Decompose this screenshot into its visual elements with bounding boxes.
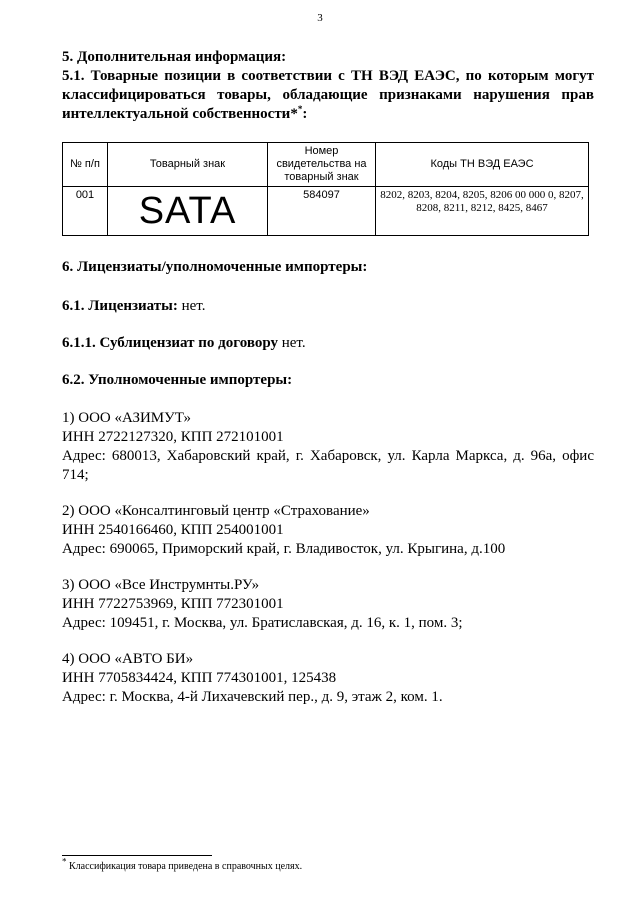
- header-codes: Коды ТН ВЭД ЕАЭС: [376, 143, 589, 187]
- importer-inn: ИНН 2540166460, КПП 254001001: [62, 522, 284, 538]
- importer-address: Адрес: 109451, г. Москва, ул. Братиславская, д. 16, к. 1, пом. 3;: [62, 615, 463, 631]
- section-6-1-1: [62, 334, 594, 353]
- trademark-cell: [108, 187, 268, 236]
- importer-block: [62, 502, 594, 559]
- row-number: 001: [63, 187, 108, 236]
- header-certificate: Номер свидетельства на товарный знак: [268, 143, 376, 187]
- footnote-text: Классификация товара приведена в справочных целях.: [66, 861, 303, 872]
- footnote-ref: *: [297, 104, 303, 114]
- footnote-mark: *: [62, 856, 67, 867]
- header-trademark: Товарный знак: [108, 143, 268, 187]
- importer-address: Адрес: 680013, Хабаровский край, г. Хабаровск, ул. Карла Маркса, д. 96а, офис 714;: [62, 448, 594, 483]
- importer-inn: ИНН 7722753969, КПП 772301001: [62, 596, 284, 612]
- importer-name: 1) ООО «АЗИМУТ»: [62, 410, 192, 426]
- section-6-heading: 6. Лицензиаты/уполномоченные импортеры:: [62, 259, 368, 275]
- section-6-1-value: нет.: [177, 298, 206, 314]
- section-6-2-heading: 6.2. Уполномоченные импортеры:: [62, 372, 293, 388]
- table-row: [63, 187, 589, 236]
- importer-name: 4) ООО «АВТО БИ»: [62, 651, 194, 667]
- importer-address: Адрес: г. Москва, 4-й Лихачевский пер., д. 9, этаж 2, ком. 1.: [62, 689, 443, 705]
- importer-name: 3) ООО «Все Инструмнты.РУ»: [62, 577, 260, 593]
- importer-block: [62, 409, 594, 485]
- section-6-1: [62, 297, 594, 316]
- importer-inn: ИНН 2722127320, КПП 272101001: [62, 429, 284, 445]
- certificate-number: 584097: [268, 187, 376, 236]
- section-6-1-1-value: нет.: [277, 335, 306, 351]
- importer-address: Адрес: 690065, Приморский край, г. Владивосток, ул. Крыгина, д.100: [62, 541, 506, 557]
- page-number: 3: [317, 12, 323, 24]
- section-5-1-heading: [62, 67, 594, 124]
- section-5-heading: 5. Дополнительная информация:: [62, 49, 287, 65]
- importer-block: [62, 650, 594, 707]
- header-number: № п/п: [63, 143, 108, 187]
- section-5-1-colon: :: [302, 106, 308, 122]
- trademark-table: [62, 142, 589, 236]
- document-body: [62, 48, 594, 707]
- importer-name: 2) ООО «Консалтинговый центр «Страхование»: [62, 503, 370, 519]
- section-6-1-1-label: 6.1.1. Сублицензиат по договору: [62, 335, 278, 351]
- section-5-1-text: 5.1. Товарные позиции в соответствии с ТН ВЭД ЕАЭС, по которым могут классифицироваться товары, обладающие признаками нарушения прав интеллектуальной собственности*: [62, 68, 594, 122]
- table-header-row: [63, 143, 589, 187]
- hs-codes: 8202, 8203, 8204, 8205, 8206 00 000 0, 8207, 8208, 8211, 8212, 8425, 8467: [376, 187, 589, 236]
- sata-logo: SATA: [138, 190, 237, 232]
- footnote-divider: [62, 855, 212, 856]
- footnote: [62, 856, 303, 873]
- section-6-1-label: 6.1. Лицензиаты:: [62, 298, 178, 314]
- importer-inn: ИНН 7705834424, КПП 774301001, 125438: [62, 670, 337, 686]
- importer-block: [62, 576, 594, 633]
